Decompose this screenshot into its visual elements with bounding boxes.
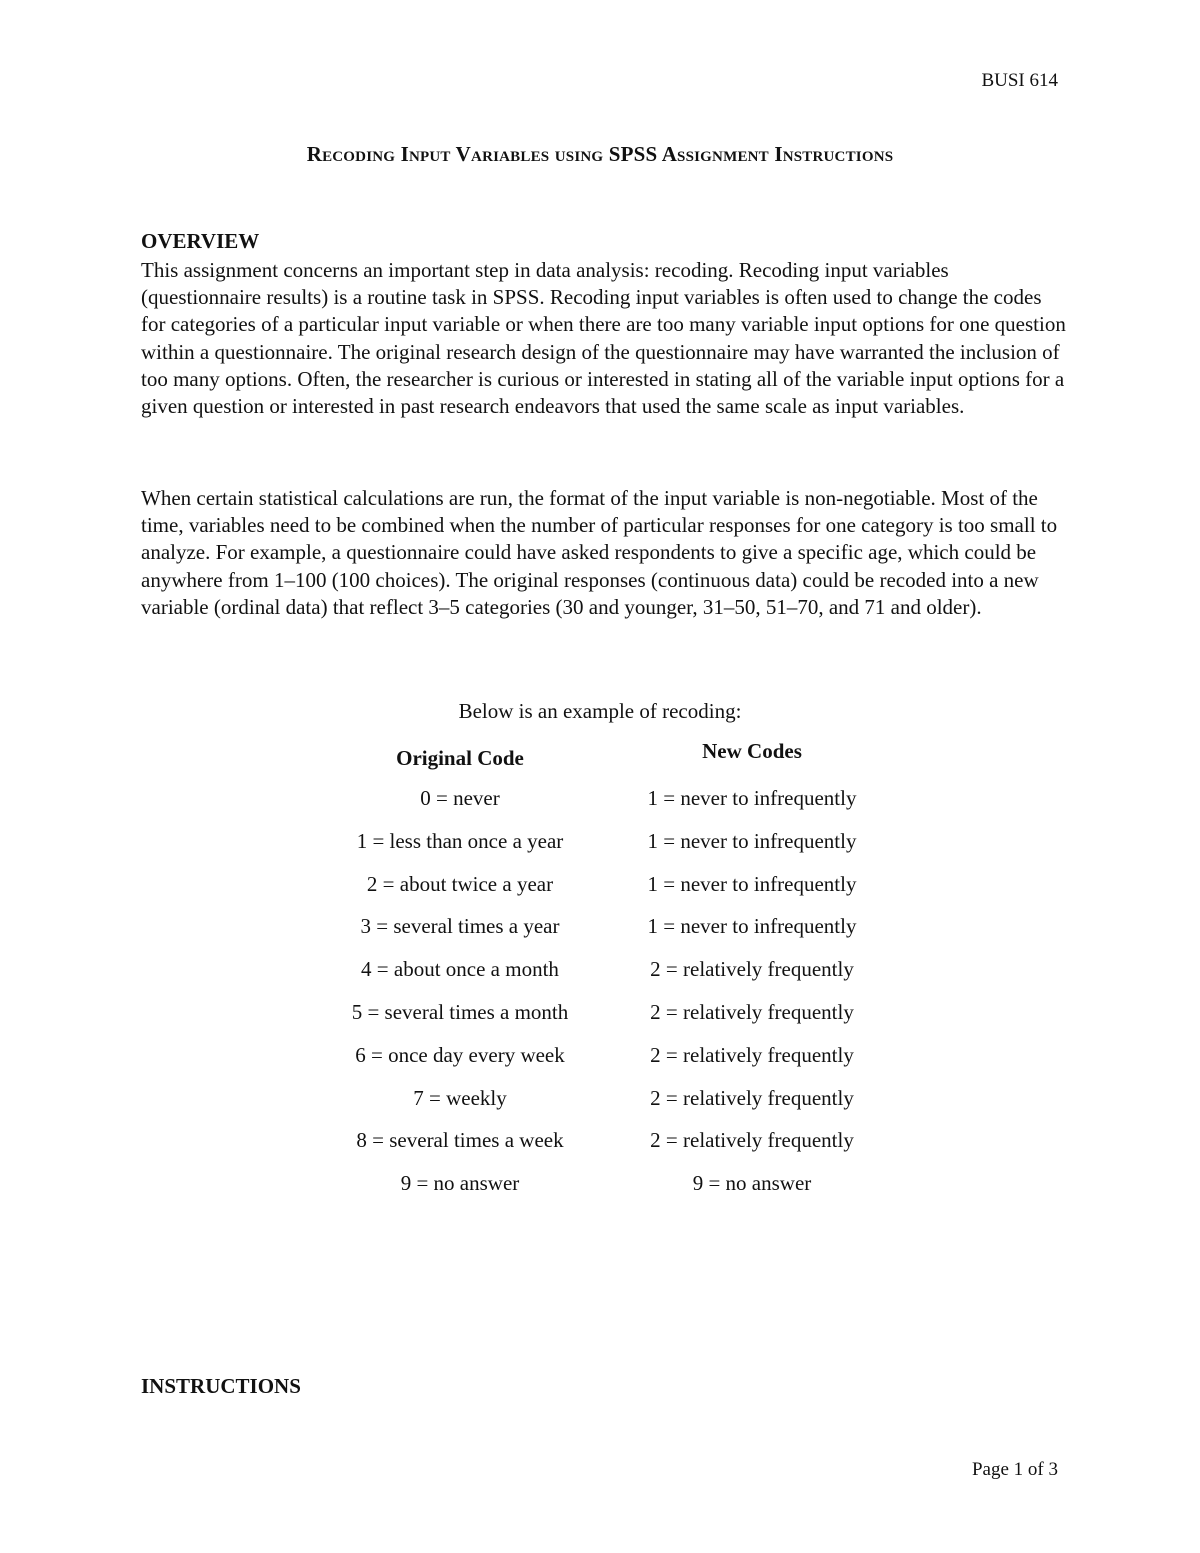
- new-code-cell: 2 = relatively frequently: [650, 957, 854, 982]
- table-row: [0, 1000, 1200, 1043]
- new-code-cell: 2 = relatively frequently: [650, 999, 854, 1024]
- page-number: Page 1 of 3: [971, 1459, 1058, 1480]
- new-code-cell: 1 = never to infrequently: [647, 914, 857, 939]
- table-row: [0, 829, 1200, 872]
- original-code-cell: 1 = less than once a year: [356, 828, 564, 853]
- new-code-cell: 1 = never to infrequently: [647, 828, 857, 853]
- original-code-cell: 9 = no answer: [400, 1171, 520, 1196]
- new-codes-header: New Codes: [702, 739, 802, 763]
- original-code-cell: 6 = once day every week: [355, 1042, 565, 1067]
- table-row: [0, 1086, 1200, 1129]
- table-caption: Below is an example of recoding:: [458, 699, 742, 723]
- table-row: [0, 914, 1200, 957]
- new-code-cell: 1 = never to infrequently: [647, 786, 857, 810]
- original-code-cell: 8 = several times a week: [356, 1128, 564, 1153]
- document-title: Recoding Input Variables using SPSS Assignment Instructions: [306, 142, 894, 166]
- new-code-cell: 2 = relatively frequently: [650, 1085, 854, 1110]
- table-row: [0, 1043, 1200, 1086]
- table-row: [0, 957, 1200, 1000]
- new-code-cell: 2 = relatively frequently: [650, 1128, 854, 1153]
- original-code-header: Original Code: [396, 746, 524, 770]
- new-code-cell: 9 = no answer: [692, 1171, 812, 1196]
- table-row: [0, 872, 1200, 915]
- original-code-cell: 5 = several times a month: [351, 999, 569, 1024]
- original-code-cell: 7 = weekly: [413, 1085, 507, 1110]
- overview-paragraph-2: When certain statistical calculations are run, the format of the input variable is non-negotiable. Most of the time, variables need to be combined when the number of particular responses for one category is too small to analyze. For example, a questionnaire could have asked respondents to give a specific age, which could be anywhere from 1–100 (100 choices). The original responses (continuous data) could be recoded into a new variable (ordinal data) that reflect 3–5 categories (30 and younger, 31–50, 51–70, and 71 and older).: [141, 486, 1058, 619]
- course-code: BUSI 614: [981, 70, 1058, 91]
- instructions-heading: INSTRUCTIONS: [141, 1374, 301, 1398]
- original-code-cell: 4 = about once a month: [361, 957, 559, 982]
- original-code-cell: 2 = about twice a year: [366, 871, 554, 896]
- table-row: [0, 1171, 1200, 1214]
- table-row: [0, 786, 1200, 829]
- recode-table: [0, 786, 1200, 1214]
- new-code-cell: 2 = relatively frequently: [650, 1042, 854, 1067]
- original-code-cell: 0 = never: [420, 786, 500, 810]
- new-code-cell: 1 = never to infrequently: [647, 871, 857, 896]
- original-code-cell: 3 = several times a year: [360, 914, 560, 939]
- overview-paragraph-1: This assignment concerns an important step in data analysis: recoding. Recoding input variables (questionnaire results) is a routine task in SPSS. Recoding input variables is often used to change the codes for categories of a particular input variable or when there are too many variable input options for one question within a questionnaire. The original research design of the questionnaire may have warranted the inclusion of too many options. Often, the researcher is curious or interested in stating all of the variable input options for a given question or interested in past research endeavors that used the same scale as input variables.: [141, 258, 1066, 419]
- table-row: [0, 1128, 1200, 1171]
- overview-heading: OVERVIEW: [141, 229, 260, 253]
